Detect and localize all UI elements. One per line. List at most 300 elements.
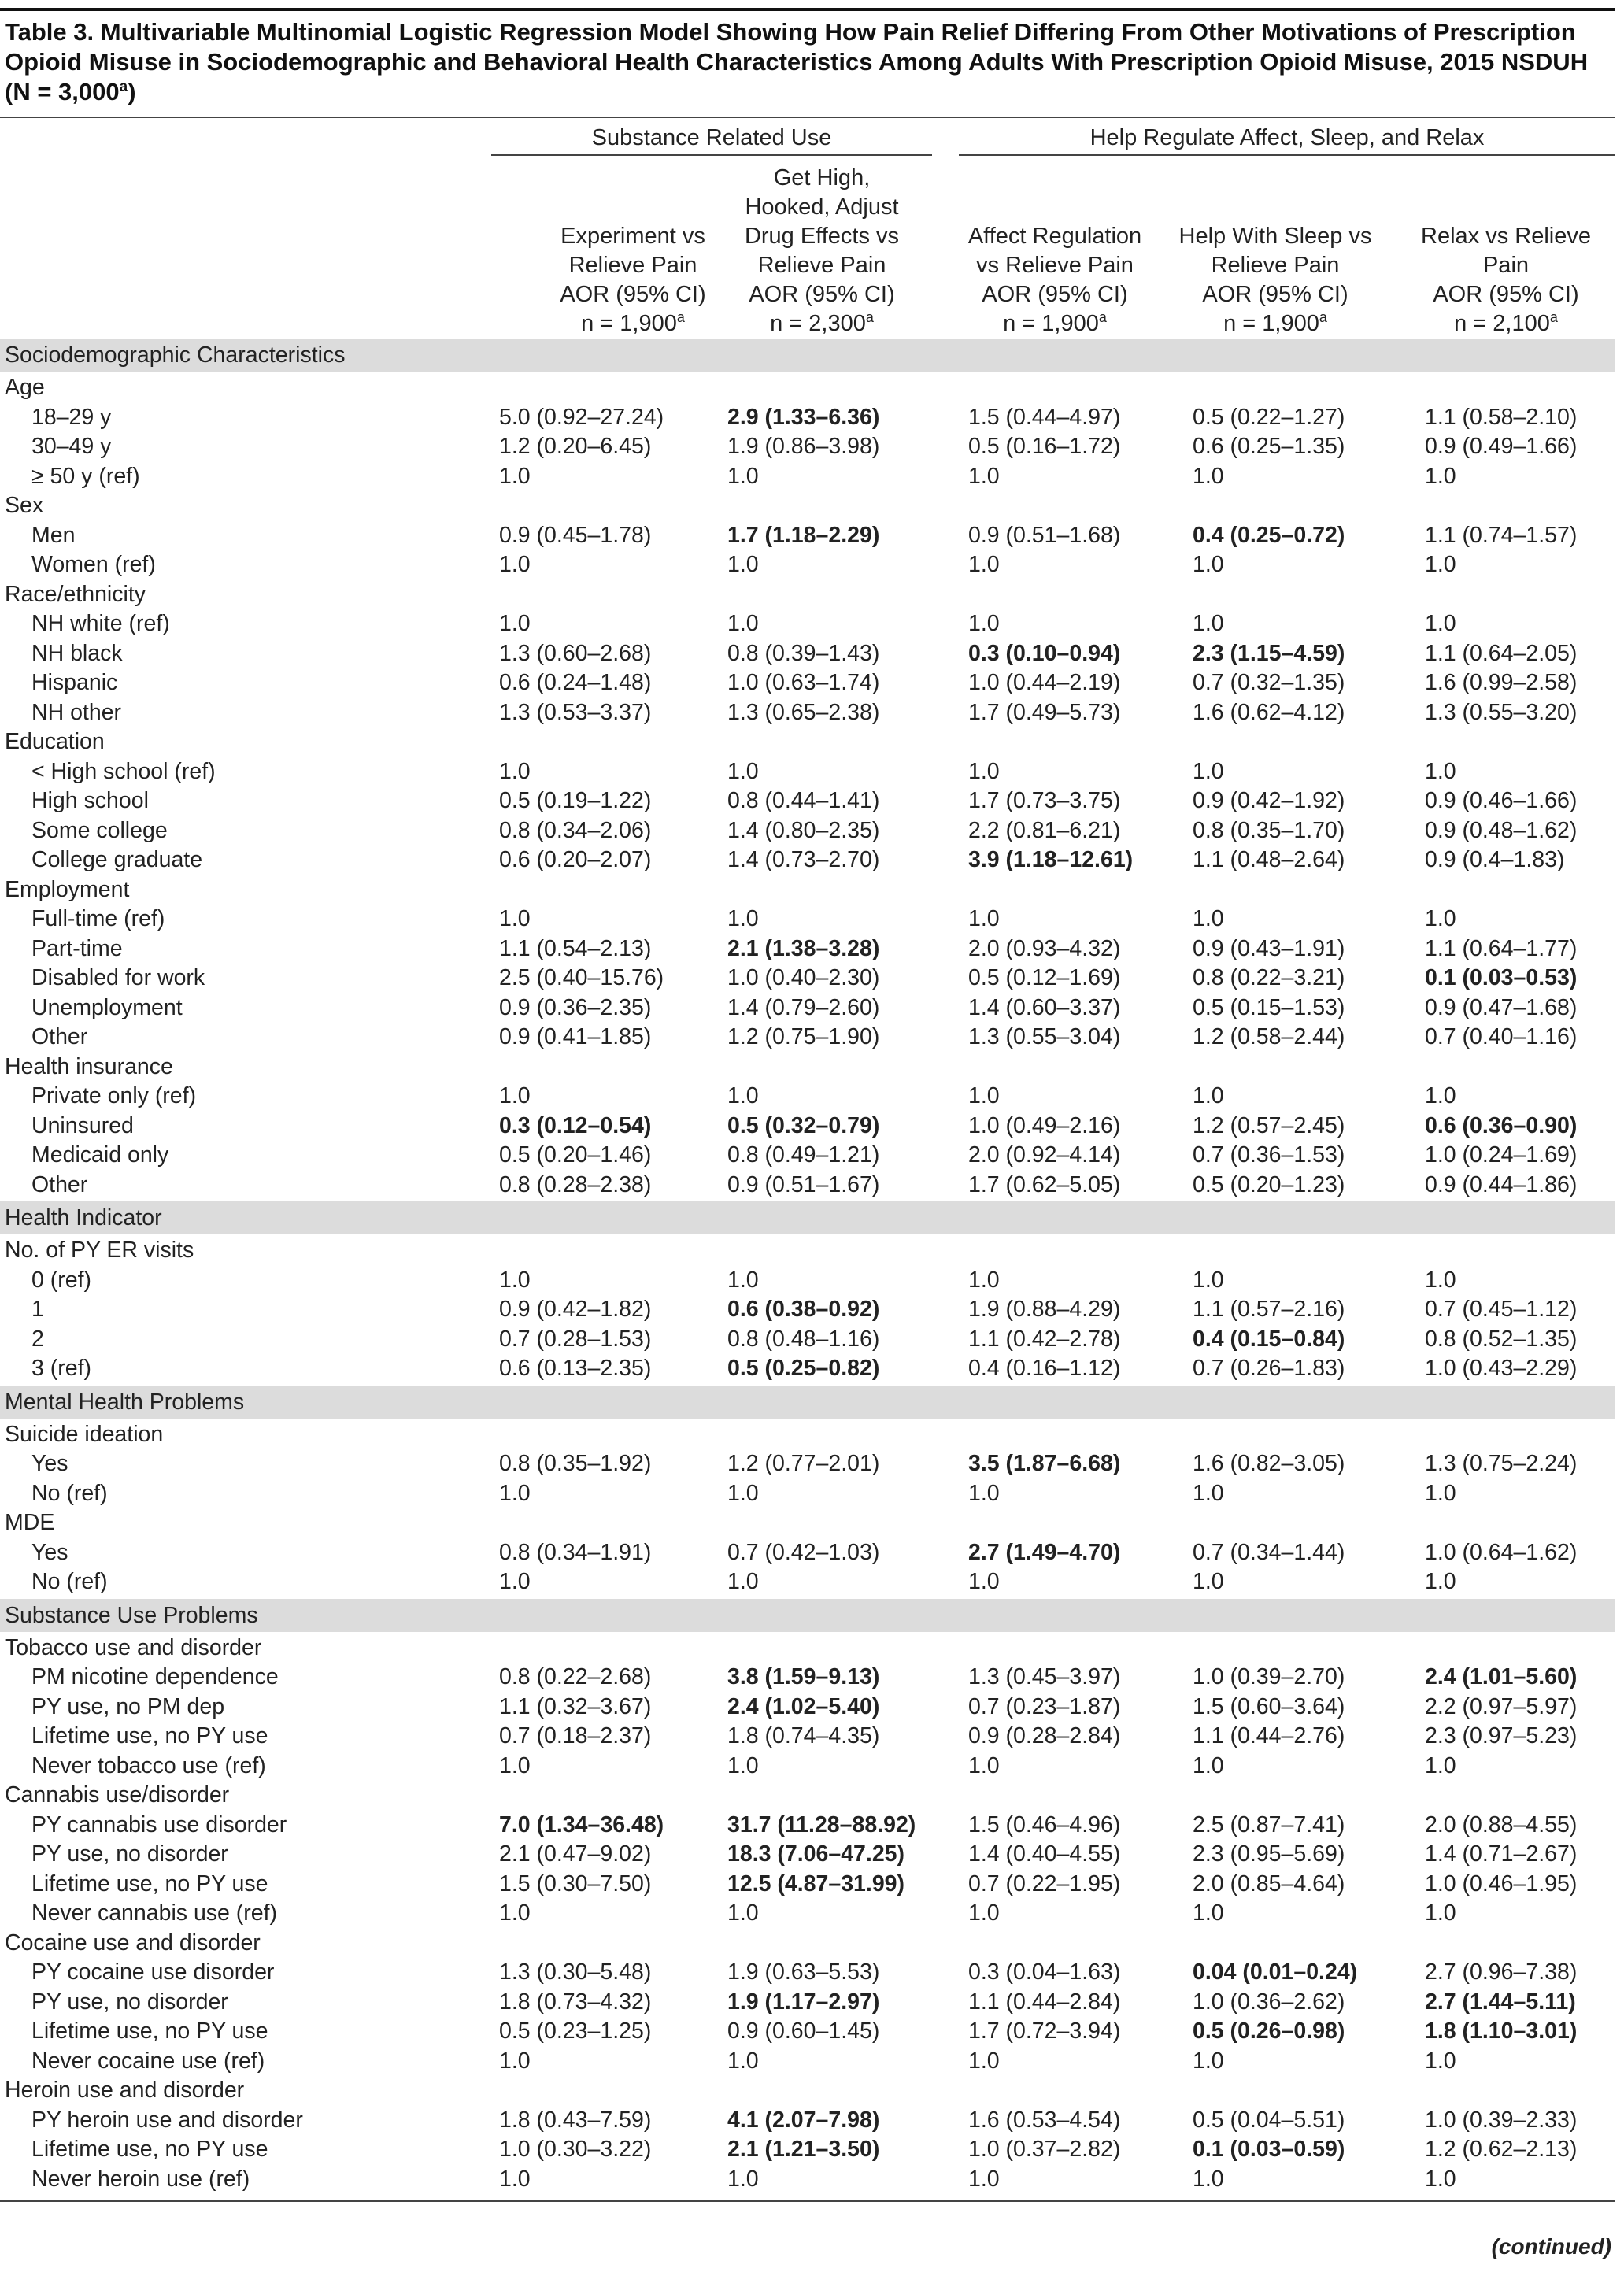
cell-help-sleep: 2.3 (1.15–4.59) (1193, 640, 1345, 666)
cell-get-high: 1.9 (0.63–5.53) (727, 1959, 880, 1985)
cell-get-high: 4.1 (2.07–7.98) (727, 2107, 880, 2133)
cell-get-high: 18.3 (7.06–47.25) (727, 1841, 905, 1867)
cell-relax: 1.0 (1425, 463, 1456, 489)
row-label: High school (31, 788, 149, 813)
row-label: Women (ref) (31, 552, 156, 577)
cell-get-high: 0.5 (0.25–0.82) (727, 1356, 880, 1381)
column-sample-size (704, 309, 940, 339)
cell-get-high: 1.7 (1.18–2.29) (727, 522, 880, 548)
cell-get-high: 2.9 (1.33–6.36) (727, 404, 880, 430)
table-row (0, 964, 1615, 994)
cell-experiment: 1.0 (0.30–3.22) (499, 2137, 652, 2162)
cell-help-sleep: 1.2 (0.57–2.45) (1193, 1112, 1345, 1138)
cell-experiment: 7.0 (1.34–36.48) (499, 1811, 664, 1837)
cell-help-sleep: 1.0 (1193, 1480, 1224, 1506)
row-label: NH black (31, 640, 123, 666)
table-row (0, 846, 1615, 875)
row-label: Lifetime use, no PY use (31, 1871, 268, 1896)
cell-affect-regulation: 0.5 (0.12–1.69) (968, 965, 1121, 990)
cell-affect-regulation: 0.9 (0.51–1.68) (968, 522, 1121, 548)
cell-help-sleep: 1.0 (1193, 758, 1224, 784)
cell-get-high: 1.0 (0.63–1.74) (727, 670, 880, 695)
cell-affect-regulation: 1.4 (0.60–3.37) (968, 994, 1121, 1020)
category-row (0, 580, 1615, 610)
cell-relax: 1.1 (0.74–1.57) (1425, 522, 1578, 548)
row-label: Age (5, 375, 45, 400)
row-label: Lifetime use, no PY use (31, 2019, 268, 2044)
column-sample-size (1157, 309, 1393, 339)
cell-relax: 2.0 (0.88–4.55) (1425, 1811, 1578, 1837)
table-row (0, 1567, 1615, 1597)
cell-get-high: 1.0 (727, 1267, 759, 1293)
row-label: PY cocaine use disorder (31, 1959, 275, 1985)
row-label: Hispanic (31, 670, 118, 695)
column-header-affect-regulation (937, 164, 1173, 339)
table-row (0, 1479, 1615, 1509)
cell-get-high: 1.0 (0.40–2.30) (727, 965, 880, 990)
cell-relax: 1.0 (1425, 611, 1456, 636)
cell-experiment: 0.9 (0.36–2.35) (499, 994, 652, 1020)
cell-get-high: 1.0 (727, 1569, 759, 1594)
row-label: Part-time (31, 935, 123, 961)
row-label: PY cannabis use disorder (31, 1811, 287, 1837)
cell-affect-regulation: 2.0 (0.93–4.32) (968, 935, 1121, 961)
cell-affect-regulation: 1.0 (968, 1480, 1000, 1506)
cell-experiment: 2.1 (0.47–9.02) (499, 1841, 652, 1867)
cell-affect-regulation: 1.7 (0.62–5.05) (968, 1171, 1121, 1197)
row-label: Health Indicator (5, 1205, 162, 1230)
table-row (0, 1023, 1615, 1053)
cell-relax: 2.4 (1.01–5.60) (1425, 1664, 1578, 1689)
cell-relax: 0.9 (0.48–1.62) (1425, 817, 1578, 843)
section-row (0, 1201, 1615, 1234)
cell-experiment: 1.0 (499, 1267, 531, 1293)
cell-experiment: 1.3 (0.60–2.68) (499, 640, 652, 666)
row-label: Full-time (ref) (31, 906, 165, 931)
row-label: < High school (ref) (31, 758, 216, 784)
column-header-line: Experiment vs (560, 224, 705, 249)
cell-get-high: 1.8 (0.74–4.35) (727, 1723, 880, 1748)
table-row (0, 905, 1615, 934)
cell-help-sleep: 1.0 (1193, 2048, 1224, 2074)
table-row (0, 1141, 1615, 1171)
row-label: PY use, no disorder (31, 1841, 228, 1867)
cell-get-high: 0.9 (0.51–1.67) (727, 1171, 880, 1197)
cell-relax: 1.3 (0.75–2.24) (1425, 1451, 1578, 1476)
cell-experiment: 1.0 (499, 1900, 531, 1926)
row-label: Never cocaine use (ref) (31, 2048, 265, 2074)
cell-help-sleep: 0.5 (0.04–5.51) (1193, 2107, 1345, 2133)
cell-get-high: 0.5 (0.32–0.79) (727, 1112, 880, 1138)
row-label: Never cannabis use (ref) (31, 1900, 278, 1926)
cell-affect-regulation: 1.0 (968, 552, 1000, 577)
cell-experiment: 1.0 (499, 463, 531, 489)
cell-relax: 1.0 (1425, 1752, 1456, 1778)
cell-experiment: 0.8 (0.34–1.91) (499, 1539, 652, 1565)
cell-help-sleep: 2.3 (0.95–5.69) (1193, 1841, 1345, 1867)
cell-get-high: 1.0 (727, 906, 759, 931)
cell-get-high: 1.0 (727, 1900, 759, 1926)
cell-experiment: 1.0 (499, 758, 531, 784)
row-label: Yes (31, 1539, 68, 1565)
cell-affect-regulation: 1.3 (0.45–3.97) (968, 1664, 1121, 1689)
cell-relax: 1.3 (0.55–3.20) (1425, 699, 1578, 725)
cell-relax: 0.1 (0.03–0.53) (1425, 965, 1578, 990)
sample-size-superscript: a (1098, 309, 1107, 326)
row-label: Employment (5, 876, 130, 902)
cell-affect-regulation: 1.0 (0.49–2.16) (968, 1112, 1121, 1138)
column-header-line: AOR (95% CI) (749, 282, 895, 307)
category-row (0, 1634, 1615, 1663)
column-header-line (937, 193, 1173, 222)
cell-relax: 0.9 (0.46–1.66) (1425, 788, 1578, 813)
cell-help-sleep: 1.1 (0.44–2.76) (1193, 1723, 1345, 1748)
cell-relax: 2.2 (0.97–5.97) (1425, 1693, 1578, 1719)
row-label: PY heroin use and disorder (31, 2107, 303, 2133)
table-title (5, 17, 1603, 107)
table-row (0, 786, 1615, 816)
cell-get-high: 0.7 (0.42–1.03) (727, 1539, 880, 1565)
category-row (0, 727, 1615, 757)
cell-affect-regulation: 1.0 (968, 906, 1000, 931)
cell-experiment: 2.5 (0.40–15.76) (499, 965, 664, 990)
cell-affect-regulation: 2.7 (1.49–4.70) (968, 1539, 1121, 1565)
cell-help-sleep: 0.9 (0.42–1.92) (1193, 788, 1345, 813)
row-label: Other (31, 1171, 88, 1197)
table-row (0, 550, 1615, 580)
section-row (0, 1599, 1615, 1632)
cell-experiment: 0.9 (0.41–1.85) (499, 1024, 652, 1049)
cell-get-high: 2.1 (1.38–3.28) (727, 935, 880, 961)
category-row (0, 1420, 1615, 1450)
table-row (0, 2135, 1615, 2165)
cell-relax: 1.0 (0.43–2.29) (1425, 1356, 1578, 1381)
row-label: NH other (31, 699, 122, 725)
cell-relax: 1.0 (1425, 1900, 1456, 1926)
row-label: 30–49 y (31, 434, 112, 459)
cell-affect-regulation: 1.0 (968, 463, 1000, 489)
cell-experiment: 0.7 (0.28–1.53) (499, 1326, 652, 1352)
table-row (0, 1899, 1615, 1929)
table-row (0, 2017, 1615, 2047)
row-label: No (ref) (31, 1569, 108, 1594)
row-label: Sex (5, 493, 44, 518)
table-row (0, 1538, 1615, 1568)
cell-relax: 1.8 (1.10–3.01) (1425, 2019, 1578, 2044)
cell-relax: 1.0 (0.64–1.62) (1425, 1539, 1578, 1565)
cell-get-high: 0.8 (0.44–1.41) (727, 788, 880, 813)
cell-experiment: 1.0 (499, 1083, 531, 1108)
column-sample-size (937, 309, 1173, 339)
table-row (0, 994, 1615, 1023)
category-row (0, 1236, 1615, 1266)
cell-relax: 0.9 (0.49–1.66) (1425, 434, 1578, 459)
cell-affect-regulation: 1.7 (0.49–5.73) (968, 699, 1121, 725)
cell-relax: 1.6 (0.99–2.58) (1425, 670, 1578, 695)
table-row (0, 1988, 1615, 2018)
sample-size-superscript: a (1549, 309, 1558, 326)
cell-affect-regulation: 1.0 (968, 1900, 1000, 1926)
cell-experiment: 1.8 (0.43–7.59) (499, 2107, 652, 2133)
cell-relax: 0.9 (0.4–1.83) (1425, 847, 1565, 872)
table-row (0, 1112, 1615, 1142)
table-row (0, 1266, 1615, 1296)
row-label: Uninsured (31, 1112, 134, 1138)
cell-experiment: 1.0 (499, 2166, 531, 2192)
cell-relax: 2.3 (0.97–5.23) (1425, 1723, 1578, 1748)
cell-get-high: 1.2 (0.77–2.01) (727, 1451, 880, 1476)
category-row (0, 2076, 1615, 2106)
cell-relax: 1.1 (0.58–2.10) (1425, 404, 1578, 430)
column-header-line: Affect Regulation (967, 224, 1142, 249)
cell-help-sleep: 0.5 (0.15–1.53) (1193, 994, 1345, 1020)
column-header-line (1388, 164, 1624, 193)
table-row (0, 521, 1615, 551)
cell-help-sleep: 1.0 (1193, 1752, 1224, 1778)
cell-relax: 1.0 (1425, 552, 1456, 577)
sample-size-text: n = 1,900 (1003, 311, 1099, 336)
cell-experiment: 0.8 (0.34–2.06) (499, 817, 652, 843)
cell-affect-regulation: 1.9 (0.88–4.29) (968, 1297, 1121, 1322)
cell-get-high: 1.0 (727, 611, 759, 636)
top-rule (0, 8, 1615, 11)
cell-affect-regulation: 1.0 (0.44–2.19) (968, 670, 1121, 695)
cell-affect-regulation: 1.1 (0.44–2.84) (968, 1989, 1121, 2015)
row-label: Medicaid only (31, 1142, 169, 1167)
sample-size-text: n = 1,900 (1223, 311, 1319, 336)
cell-experiment: 1.1 (0.32–3.67) (499, 1693, 652, 1719)
cell-relax: 1.0 (1425, 758, 1456, 784)
row-label: Suicide ideation (5, 1421, 164, 1447)
cell-experiment: 1.0 (499, 2048, 531, 2074)
column-header-line: vs Relieve Pain (976, 253, 1134, 278)
column-header-line: Drug Effects vs (744, 224, 900, 249)
column-header-line: Relieve Pain (568, 253, 697, 278)
cell-help-sleep: 1.0 (1193, 552, 1224, 577)
cell-get-high: 1.3 (0.65–2.38) (727, 699, 880, 725)
column-header-line: Relieve Pain (1211, 253, 1340, 278)
cell-affect-regulation: 1.0 (0.37–2.82) (968, 2137, 1121, 2162)
row-label: Yes (31, 1451, 68, 1476)
cell-help-sleep: 2.0 (0.85–4.64) (1193, 1871, 1345, 1896)
cell-affect-regulation: 0.9 (0.28–2.84) (968, 1723, 1121, 1748)
row-label: Cocaine use and disorder (5, 1930, 261, 1956)
table-row (0, 403, 1615, 433)
table-row (0, 1325, 1615, 1355)
column-header-line: AOR (95% CI) (1202, 282, 1348, 307)
cell-help-sleep: 1.6 (0.82–3.05) (1193, 1451, 1345, 1476)
column-header-line: AOR (95% CI) (560, 282, 706, 307)
row-label: Substance Use Problems (5, 1602, 258, 1628)
cell-help-sleep: 0.9 (0.43–1.91) (1193, 935, 1345, 961)
cell-help-sleep: 1.6 (0.62–4.12) (1193, 699, 1345, 725)
sample-size-superscript: a (865, 309, 874, 326)
table-body (0, 337, 1615, 2194)
cell-affect-regulation: 1.5 (0.46–4.96) (968, 1811, 1121, 1837)
cell-get-high: 2.4 (1.02–5.40) (727, 1693, 880, 1719)
cell-affect-regulation: 1.0 (968, 2166, 1000, 2192)
row-label: 2 (31, 1326, 44, 1352)
cell-experiment: 0.6 (0.24–1.48) (499, 670, 652, 695)
row-label: Never tobacco use (ref) (31, 1752, 266, 1778)
cell-relax: 0.7 (0.45–1.12) (1425, 1297, 1578, 1322)
header-top-rule (0, 117, 1615, 118)
category-row (0, 875, 1615, 905)
cell-help-sleep: 1.0 (1193, 463, 1224, 489)
cell-affect-regulation: 1.6 (0.53–4.54) (968, 2107, 1121, 2133)
cell-help-sleep: 0.4 (0.25–0.72) (1193, 522, 1345, 548)
table-row (0, 2106, 1615, 2136)
cell-relax: 1.0 (0.39–2.33) (1425, 2107, 1578, 2133)
sample-size-superscript: a (1319, 309, 1327, 326)
column-header-line: Help With Sleep vs (1178, 224, 1372, 249)
table-row (0, 1722, 1615, 1752)
table-row (0, 816, 1615, 846)
column-header-help-sleep (1157, 164, 1393, 339)
cell-relax: 1.0 (1425, 906, 1456, 931)
row-label: Sociodemographic Characteristics (5, 342, 346, 368)
row-label: PY use, no PM dep (31, 1693, 225, 1719)
column-sample-size (1388, 309, 1624, 339)
cell-relax: 1.0 (1425, 2048, 1456, 2074)
cell-experiment: 1.1 (0.54–2.13) (499, 935, 652, 961)
column-header-line: AOR (95% CI) (1433, 282, 1579, 307)
table-row (0, 1082, 1615, 1112)
row-label: Private only (ref) (31, 1083, 197, 1108)
cell-experiment: 1.3 (0.53–3.37) (499, 699, 652, 725)
title-superscript: a (119, 78, 128, 95)
column-header-line: Get High, (773, 165, 871, 191)
column-header-line (1157, 164, 1393, 193)
row-label: 18–29 y (31, 404, 112, 430)
row-label: Mental Health Problems (5, 1389, 245, 1415)
title-text: Table 3. Multivariable Multinomial Logistic Regression Model Showing How Pain Relief Differing From Other Motivations of Prescription Opioid Misuse in Sociodemographic and Behavioral Health Characteristics Among Adults With Prescription Opioid Misuse, 2015 NSDUH (N = 3,000 (5, 18, 1589, 105)
category-row (0, 1781, 1615, 1811)
cell-help-sleep: 1.0 (1193, 2166, 1224, 2192)
cell-experiment: 1.0 (499, 1752, 531, 1778)
cell-get-high: 1.0 (727, 1752, 759, 1778)
cell-affect-regulation: 1.0 (968, 1569, 1000, 1594)
cell-get-high: 1.0 (727, 1083, 759, 1108)
cell-get-high: 12.5 (4.87–31.99) (727, 1871, 905, 1896)
cell-help-sleep: 0.7 (0.32–1.35) (1193, 670, 1345, 695)
cell-help-sleep: 0.7 (0.36–1.53) (1193, 1142, 1345, 1167)
sample-size-text: n = 1,900 (581, 311, 677, 336)
cell-help-sleep: 1.0 (1193, 1267, 1224, 1293)
cell-affect-regulation: 3.9 (1.18–12.61) (968, 847, 1134, 872)
cell-affect-regulation: 1.5 (0.44–4.97) (968, 404, 1121, 430)
cell-relax: 1.0 (1425, 2166, 1456, 2192)
cell-relax: 0.9 (0.44–1.86) (1425, 1171, 1578, 1197)
cell-affect-regulation: 2.2 (0.81–6.21) (968, 817, 1121, 843)
cell-get-high: 1.0 (727, 552, 759, 577)
table-row (0, 609, 1615, 639)
row-label: PY use, no disorder (31, 1989, 228, 2015)
cell-relax: 0.6 (0.36–0.90) (1425, 1112, 1578, 1138)
table-row (0, 934, 1615, 964)
cell-experiment: 1.8 (0.73–4.32) (499, 1989, 652, 2015)
table-row (0, 1840, 1615, 1870)
row-label: Some college (31, 817, 168, 843)
cell-affect-regulation: 1.3 (0.55–3.04) (968, 1024, 1121, 1049)
column-header-line: Relieve Pain (757, 253, 886, 278)
cell-affect-regulation: 1.0 (968, 1267, 1000, 1293)
cell-help-sleep: 0.5 (0.22–1.27) (1193, 404, 1345, 430)
row-label: PM nicotine dependence (31, 1664, 279, 1689)
cell-affect-regulation: 1.4 (0.40–4.55) (968, 1841, 1121, 1867)
cell-get-high: 0.8 (0.48–1.16) (727, 1326, 880, 1352)
title-close: ) (128, 78, 136, 105)
cell-relax: 2.7 (1.44–5.11) (1425, 1989, 1576, 2015)
column-header-get-high (704, 164, 940, 339)
cell-affect-regulation: 0.4 (0.16–1.12) (968, 1356, 1121, 1381)
cell-affect-regulation: 0.7 (0.22–1.95) (968, 1871, 1121, 1896)
cell-help-sleep: 0.4 (0.15–0.84) (1193, 1326, 1345, 1352)
cell-get-high: 1.4 (0.79–2.60) (727, 994, 880, 1020)
cell-help-sleep: 0.1 (0.03–0.59) (1193, 2137, 1345, 2162)
table-row (0, 2047, 1615, 2077)
group-header-substance: Substance Related Use (591, 125, 832, 150)
table-row (0, 1752, 1615, 1782)
cell-relax: 1.0 (0.46–1.95) (1425, 1871, 1578, 1896)
row-label: Men (31, 522, 76, 548)
table-row (0, 432, 1615, 462)
cell-experiment: 1.3 (0.30–5.48) (499, 1959, 652, 1985)
table-row (0, 757, 1615, 787)
cell-get-high: 2.1 (1.21–3.50) (727, 2137, 880, 2162)
cell-get-high: 1.2 (0.75–1.90) (727, 1024, 880, 1049)
category-row (0, 373, 1615, 403)
row-label: Health insurance (5, 1053, 173, 1079)
cell-experiment: 5.0 (0.92–27.24) (499, 404, 664, 430)
column-header-line (1157, 193, 1393, 222)
cell-relax: 0.9 (0.47–1.68) (1425, 994, 1578, 1020)
cell-get-high: 1.9 (1.17–2.97) (727, 1989, 880, 2015)
category-row (0, 491, 1615, 521)
cell-help-sleep: 0.04 (0.01–0.24) (1193, 1959, 1358, 1985)
cell-experiment: 0.6 (0.20–2.07) (499, 847, 652, 872)
cell-help-sleep: 1.0 (1193, 906, 1224, 931)
column-header-relax (1388, 164, 1624, 339)
cell-help-sleep: 0.7 (0.26–1.83) (1193, 1356, 1345, 1381)
row-label: Disabled for work (31, 965, 205, 990)
cell-experiment: 1.0 (499, 1569, 531, 1594)
cell-relax: 1.0 (0.24–1.69) (1425, 1142, 1578, 1167)
cell-get-high: 1.0 (727, 463, 759, 489)
cell-relax: 2.7 (0.96–7.38) (1425, 1959, 1578, 1985)
cell-affect-regulation: 0.3 (0.10–0.94) (968, 640, 1121, 666)
row-label: Never heroin use (ref) (31, 2166, 250, 2192)
cell-relax: 1.1 (0.64–2.05) (1425, 640, 1578, 666)
cell-get-high: 1.0 (727, 758, 759, 784)
cell-affect-regulation: 1.0 (968, 611, 1000, 636)
table-row (0, 698, 1615, 728)
category-row (0, 1053, 1615, 1082)
table-row (0, 1663, 1615, 1693)
table-row (0, 1171, 1615, 1201)
cell-affect-regulation: 0.3 (0.04–1.63) (968, 1959, 1121, 1985)
cell-get-high: 0.9 (0.60–1.45) (727, 2019, 880, 2044)
cell-help-sleep: 0.7 (0.34–1.44) (1193, 1539, 1345, 1565)
table-row (0, 1958, 1615, 1988)
cell-affect-regulation: 2.0 (0.92–4.14) (968, 1142, 1121, 1167)
cell-get-high: 1.0 (727, 1480, 759, 1506)
cell-help-sleep: 1.0 (1193, 1900, 1224, 1926)
cell-help-sleep: 1.1 (0.57–2.16) (1193, 1297, 1345, 1322)
table-row (0, 1811, 1615, 1841)
column-header-line (937, 164, 1173, 193)
cell-relax: 1.4 (0.71–2.67) (1425, 1841, 1578, 1867)
